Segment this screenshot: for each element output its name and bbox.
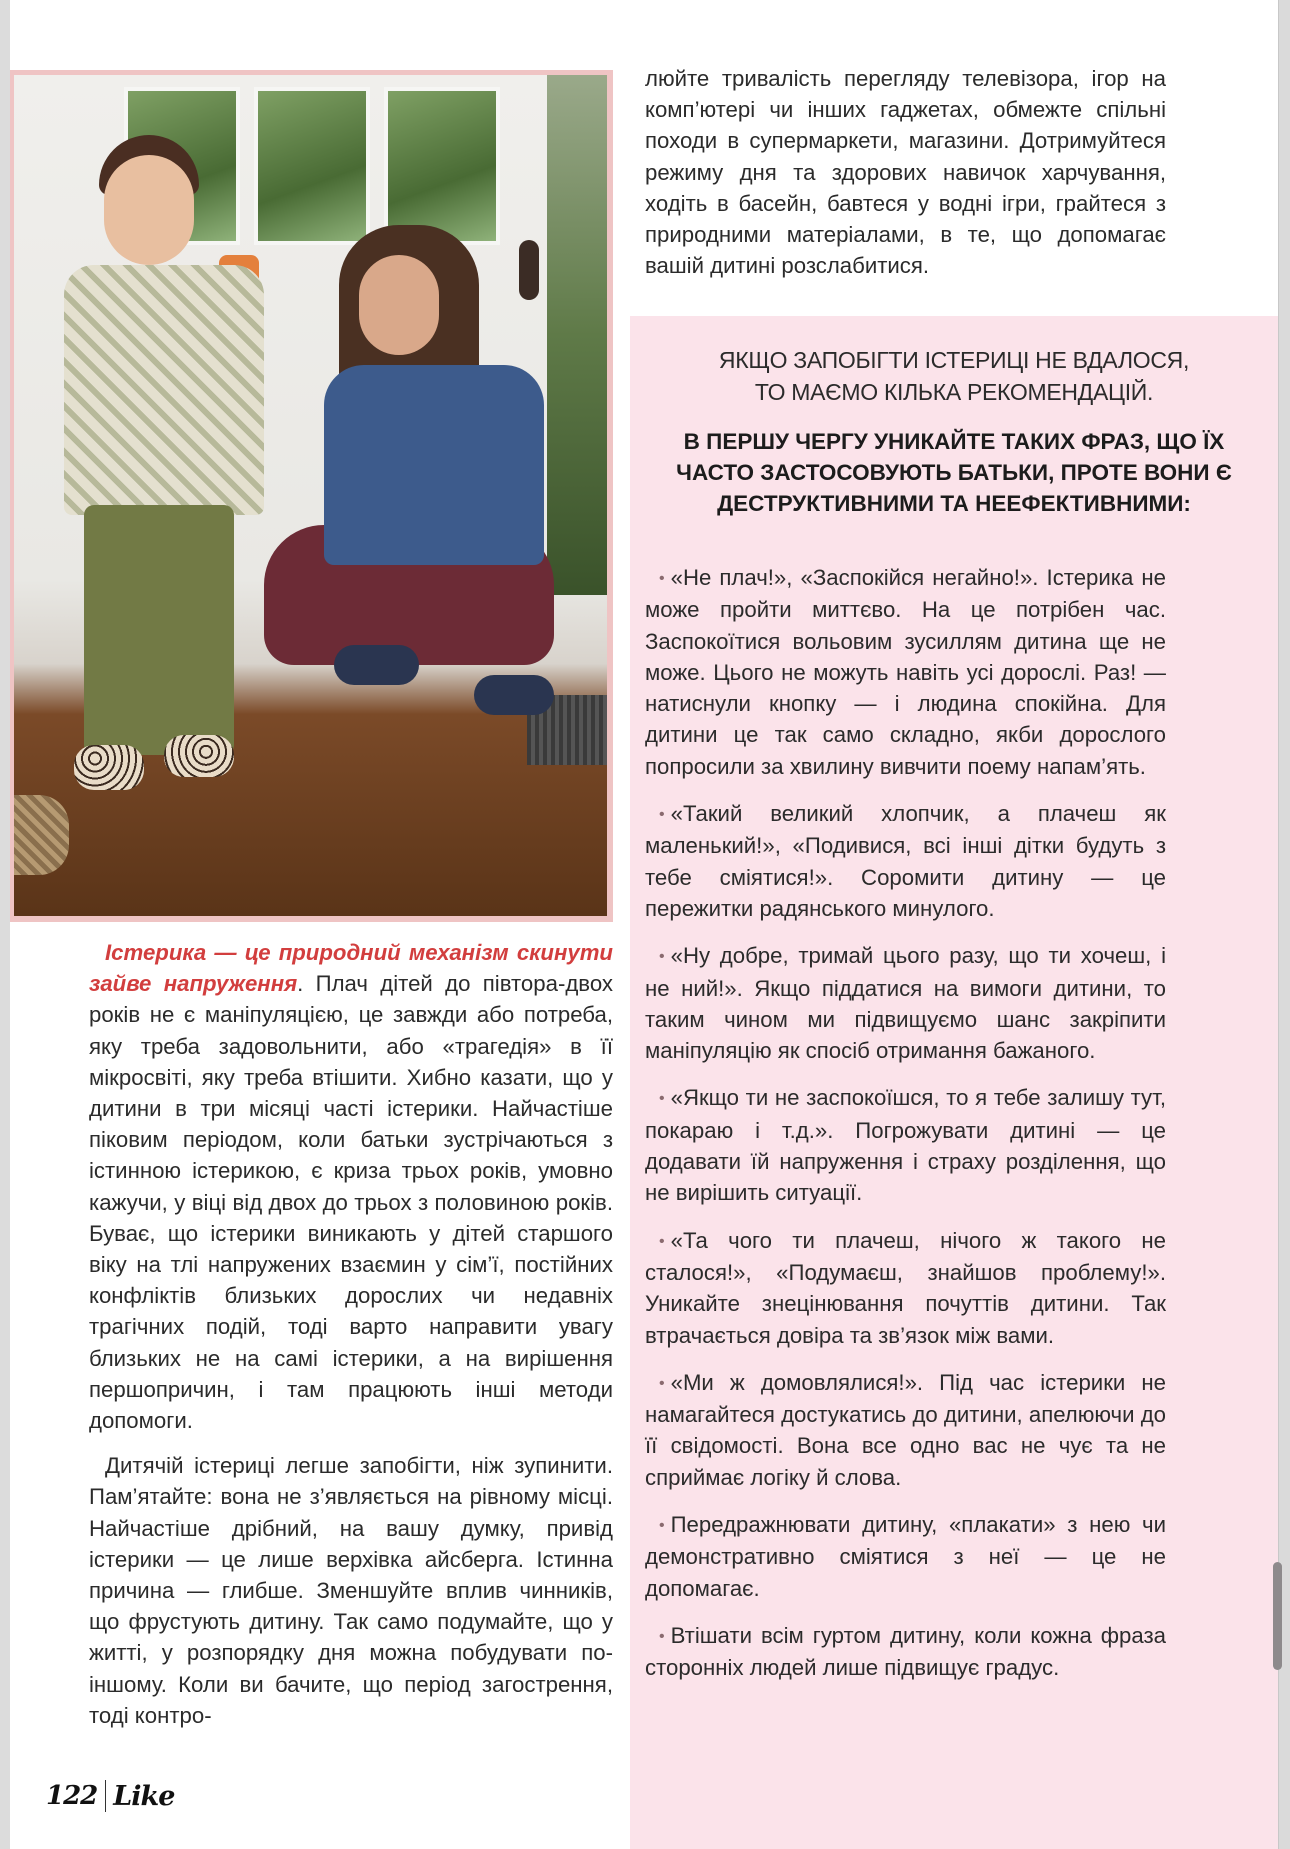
viewer-left-gutter (0, 0, 10, 1849)
door-window-pane (384, 87, 500, 245)
list-item (645, 1620, 1166, 1684)
photo-crying-child (44, 135, 274, 795)
bullet-icon: • (659, 1232, 665, 1250)
bullet-icon: • (659, 806, 665, 824)
list-item-text: «Ми ж домовлялися!». Під час істерики не намагайтеся достукатись до дитини, апелюючи до її свідомості. Вона все одно вас не чує та не сприймає логіку й слова. (645, 1369, 1166, 1490)
list-item-text: Втішати всім гуртом дитину, коли кожна фраза сторонніх людей лише підвищує градус. (645, 1622, 1166, 1681)
bullet-icon: • (659, 948, 665, 966)
bullet-icon: • (659, 1517, 665, 1535)
child-shoe (164, 735, 234, 777)
mother-face (359, 255, 439, 355)
list-item (645, 798, 1166, 924)
bullet-icon: • (659, 1090, 665, 1108)
article-photo (14, 75, 607, 916)
bullet-icon: • (659, 570, 665, 587)
list-item-text: Передражнювати дитину, «плакати» з нею чи демонстративно сміятися з неї — це не допомагає. (645, 1512, 1166, 1601)
article-photo-frame (10, 70, 613, 922)
list-item-text: «Ну добре, тримай цього разу, що ти хочеш, і не ний!». Якщо піддатися на вимоги дитини, то таким чином ми підвищуємо шанс закріпити маніпуляцію як спосіб отримання бажаного. (645, 943, 1166, 1064)
magazine-logo: Like (113, 1780, 175, 1812)
child-face (104, 155, 194, 265)
list-item-text: «Такий великий хлопчик, а плачеш як маленький!», «Подивися, всі інші дітки будуть з тебе сміятися!». Соромити дитину — це пережитки радянського минулого. (645, 801, 1166, 921)
paragraph: люйте тривалість перегляду телевізора, ігор на комп’ютері чи інших гаджетах, обмежте спільні походи в супермаркети, магазини. Дотримуйтеся режиму дня та здорових навичок харчування, ходіть в басейн, бавтеся у водні ігри, грайтеся з природними матеріалами, в те, що допомагає вашій дитині розслабитися. (645, 66, 1166, 279)
list-item-text: «Та чого ти плачеш, нічого ж такого не сталося!», «Подумаєш, знайшов проблему!». Уникайте знецінювання почуттів дитини. Так втрачається довіра та зв’язок між вами. (645, 1227, 1166, 1348)
page-number: 122 (46, 1781, 98, 1811)
phrases-list (645, 562, 1166, 1700)
child-jacket (64, 265, 264, 515)
child-pants (84, 505, 234, 755)
paragraph (89, 937, 613, 1436)
subheading-line: ТО МАЄМО КІЛЬКА РЕКОМЕНДАЦІЙ. (754, 379, 1154, 405)
subheading-line: ЯКЩО ЗАПОБІГТИ ІСТЕРИЦІ НЕ ВДАЛОСЯ, (718, 347, 1190, 373)
list-item (645, 1082, 1166, 1208)
paragraph: Дитячій істериці легше запобігти, ніж зупинити. Пам’ятайте: вона не з’являється на рівному місці. Найчастіше дрібний, на вашу думку, привід істерики — це лише верхівка айсберга. Істинна причина — глибше. Зменшуйте вплив чинників, що фрустують дитину. Так само подумайте, що у житті, у розпорядку дня можна побудувати по-іншому. Коли ви бачите, що період загострення, тоді контро- (89, 1453, 613, 1728)
list-item (645, 562, 1166, 782)
page-footer (46, 1776, 174, 1816)
footer-divider (105, 1780, 106, 1812)
list-item (645, 940, 1166, 1066)
child-shoe (74, 745, 144, 790)
mother-sneaker (474, 675, 554, 715)
mother-shirt (324, 365, 544, 565)
list-item (645, 1509, 1166, 1604)
wicker-basket (14, 795, 69, 875)
bullet-icon: • (659, 1627, 665, 1645)
scrollbar-thumb[interactable] (1273, 1562, 1282, 1670)
list-item (645, 1367, 1166, 1493)
sidebar-subheading (630, 344, 1278, 408)
paragraph-text: . Плач дітей до півтора-двох років не є маніпуляцією, це завжди або потреба, яку треба задовольнити, або «трагедія» в її мікросвіті, яку треба втішити. Хибно казати, що у дитини в три місяці часті істерики. Найчастіше піковим періодом, коли батьки зустрічаються з істинною істерикою, є криза трьох років, умовно кажучи, у віці від двох до трьох з половиною років. Буває, що істерики виникають у дітей старшого віку на тлі напружених взаємин у сім’ї, постійних конфліктів близьких дорослих чи недавніх трагічних подій, тоді варто направити увагу близьких не на самі істерики, а на вирішення першопричин, і там працюють інші методи допомоги. (89, 971, 614, 1434)
list-item (645, 1225, 1166, 1351)
sidebar-bold-heading: В ПЕРШУ ЧЕРГУ УНИКАЙТЕ ТАКИХ ФРАЗ, ЩО ЇХ ЧАСТО ЗАСТОСОВУЮТЬ БАТЬКИ, ПРОТЕ ВОНИ Є ДЕСТРУКТИВНИМИ ТА НЕЕФЕКТИВНИМИ: (676, 429, 1232, 516)
highlighted-lead: Істерика — це природний механізм скинути зайве напруження (89, 940, 613, 997)
article-left-column (89, 937, 613, 1745)
photo-mother (244, 225, 584, 785)
mother-sneaker (334, 645, 419, 685)
article-continuation-top (645, 63, 1166, 281)
bullet-icon: • (659, 1374, 665, 1392)
list-item-text: «Не плач!», «Заспокійся негайно!». Істерика не може пройти миттєво. На це потрібен час. Заспокоїтися вольовим зусиллям дитина ще не може. Цього не можуть навіть усі дорослі. Раз! — натиснули кнопку — і людина спокійна. Для дитини це так само складно, якби дорослого попросили за хвилину вивчити поему напам’ять. (645, 565, 1166, 779)
list-item-text: «Якщо ти не заспокоїшся, то я тебе залишу тут, покараю і т.д.». Погрожувати дитині — це додавати їй напруження і страху розділення, що не вирішить ситуації. (645, 1085, 1166, 1206)
recommendations-sidebar (630, 316, 1278, 1849)
